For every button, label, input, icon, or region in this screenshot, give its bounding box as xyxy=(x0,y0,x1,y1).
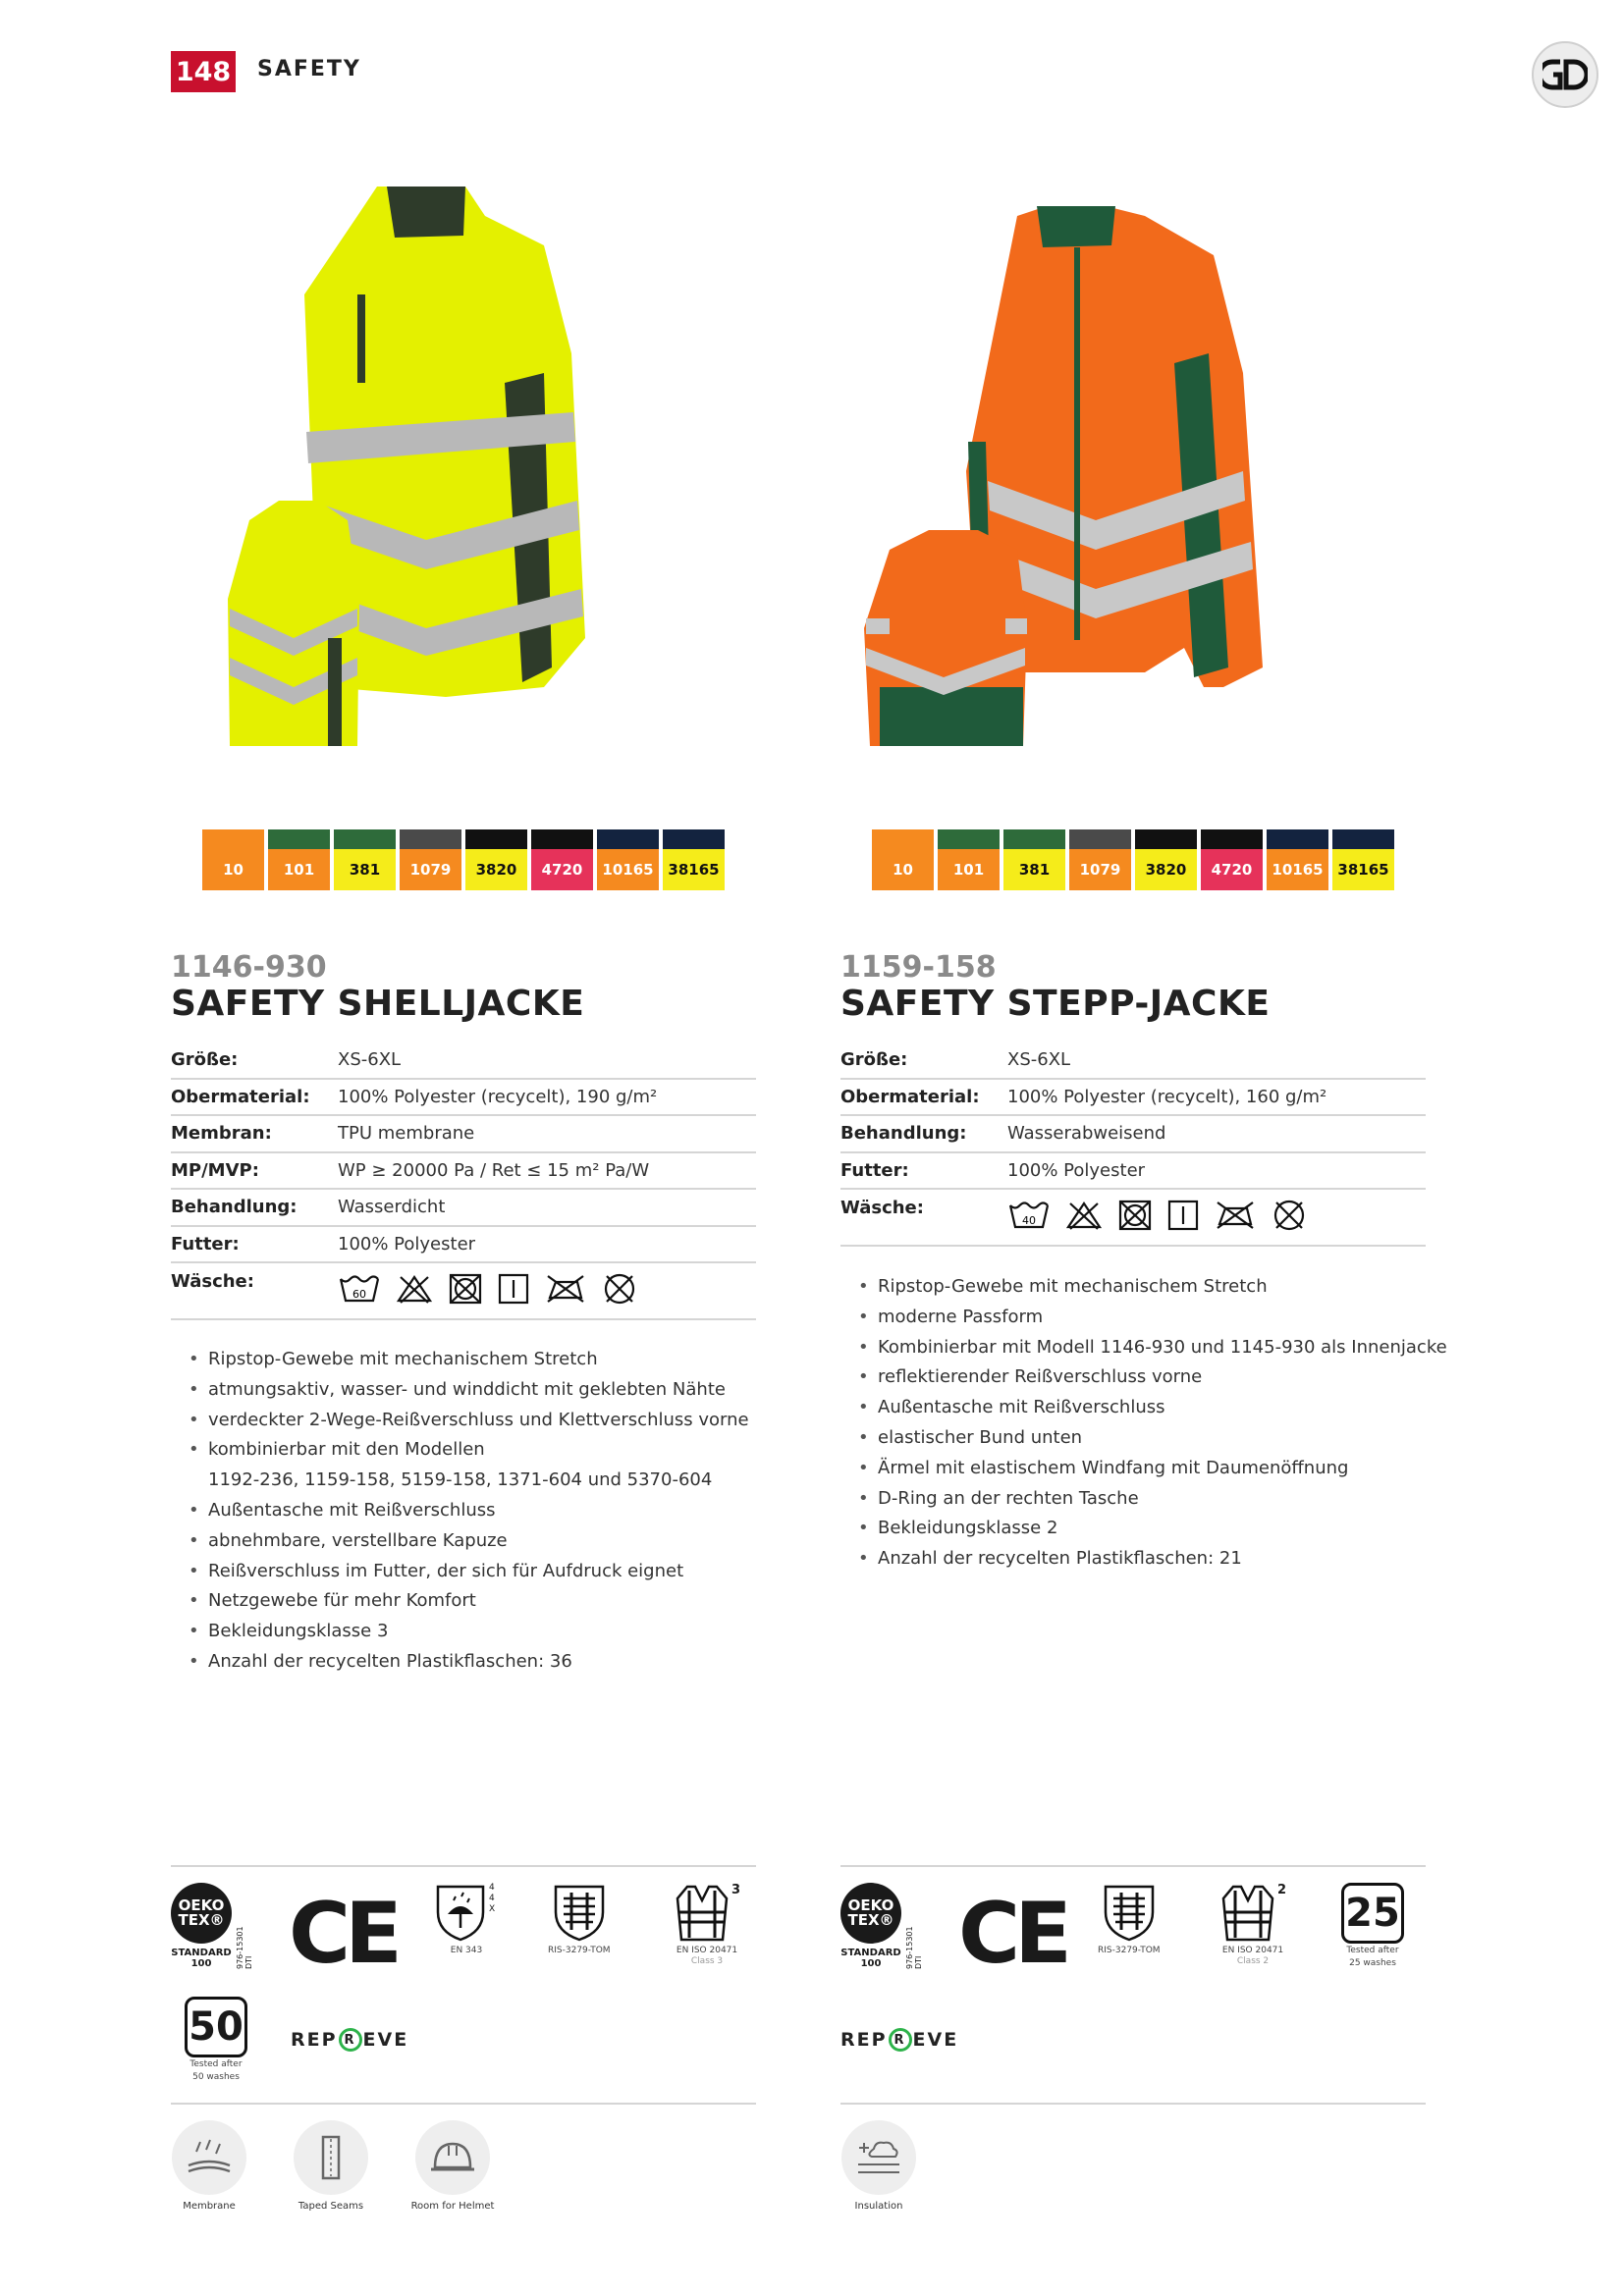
wash-icons xyxy=(338,1271,756,1307)
line-dry-icon xyxy=(1166,1199,1200,1232)
oeko-side-text: 976-15301 DTI xyxy=(236,1926,253,1969)
product-code: 1146-930 xyxy=(171,950,327,985)
swatch-label: 10 xyxy=(202,849,264,890)
oeko-line1: OEKO xyxy=(178,1896,225,1914)
spec-row xyxy=(171,1116,756,1153)
swatch-top-color xyxy=(268,829,330,849)
spec-value: XS-6XL xyxy=(338,1049,402,1071)
product-image-quilted-jacket xyxy=(850,177,1361,766)
list-item: • Ripstop-Gewebe mit mechanischem Stretch xyxy=(858,1272,1447,1303)
en343-badge xyxy=(434,1883,499,1956)
product-title: SAFETY STEPP-JACKE xyxy=(840,984,1271,1024)
product-title: SAFETY SHELLJACKE xyxy=(171,984,585,1024)
no-dry-clean-icon xyxy=(1271,1198,1308,1233)
insulation-icon xyxy=(854,2135,903,2180)
list-item: • verdeckter 2-Wege-Reißverschluss und Klettverschluss vorne xyxy=(189,1406,778,1436)
ce-text: CE xyxy=(958,1885,1066,1983)
list-item: • Anzahl der recycelten Plastikflaschen: 36 xyxy=(189,1647,778,1678)
list-item: • abnehmbare, verstellbare Kapuze xyxy=(189,1526,778,1557)
no-tumble-dry-icon xyxy=(1117,1199,1153,1232)
color-swatch xyxy=(1069,829,1131,890)
rail-shield-icon xyxy=(1102,1883,1157,1944)
list-item: • Ärmel mit elastischem Windfang mit Daumenöffnung xyxy=(858,1454,1447,1484)
repreve-text-a: REP xyxy=(840,2029,888,2051)
swatch-label: 4720 xyxy=(1201,849,1263,890)
repreve-text-a: REP xyxy=(291,2029,338,2051)
en20471-class: Class 3 xyxy=(690,1956,724,1966)
swatch-label: 1079 xyxy=(1069,849,1131,890)
spec-label: Futter: xyxy=(171,1233,240,1255)
hivis-vest-icon xyxy=(674,1883,731,1944)
spec-row xyxy=(171,1153,756,1191)
swatch-label: 10 xyxy=(872,849,934,890)
spec-row xyxy=(171,1042,756,1080)
oeko-tex-badge xyxy=(171,1883,253,1969)
spec-table xyxy=(840,1042,1426,1247)
spec-table xyxy=(171,1042,756,1320)
ris-badge xyxy=(1098,1883,1161,1956)
oeko-line2: TEX® xyxy=(847,1911,894,1929)
swatch-top-color xyxy=(202,829,264,849)
wash-temp-icon xyxy=(338,1273,381,1305)
swatch-label: 1079 xyxy=(400,849,461,890)
page-number: 148 xyxy=(171,51,236,92)
spec-label: Wäsche: xyxy=(171,1271,254,1292)
membrane-icon xyxy=(185,2136,234,2179)
en20471-caption: EN ISO 20471 xyxy=(1221,1946,1284,1955)
swatch-top-color xyxy=(1267,829,1328,849)
color-swatch xyxy=(202,829,264,890)
swatch-top-color xyxy=(1069,829,1131,849)
spec-row xyxy=(840,1153,1426,1191)
product-code: 1159-158 xyxy=(840,950,997,985)
swatch-label: 38165 xyxy=(663,849,725,890)
en20471-number: 3 xyxy=(731,1883,741,1897)
list-item: • reflektierender Reißverschluss vorne xyxy=(858,1362,1447,1393)
list-item: • Anzahl der recycelten Plastikflaschen: 21 xyxy=(858,1544,1447,1575)
spec-value: 100% Polyester xyxy=(1007,1159,1146,1181)
spec-value: Wasserabweisend xyxy=(1007,1123,1166,1145)
oeko-number: 100 xyxy=(860,1958,882,1969)
color-swatch xyxy=(872,829,934,890)
color-swatch xyxy=(334,829,396,890)
list-item: • Außentasche mit Reißverschluss xyxy=(858,1393,1447,1423)
spec-value: 100% Polyester (recycelt), 160 g/m² xyxy=(1007,1086,1327,1107)
spec-row-wash xyxy=(840,1190,1426,1247)
spec-row xyxy=(840,1116,1426,1153)
divider xyxy=(840,2103,1426,2105)
en343-caption: EN 343 xyxy=(450,1946,483,1955)
hivis-vest-icon xyxy=(1219,1883,1276,1944)
spec-value: WP ≥ 20000 Pa / Ret ≤ 15 m² Pa/W xyxy=(338,1159,650,1181)
repreve-r: R xyxy=(889,2028,912,2052)
color-swatch xyxy=(1135,829,1197,890)
oeko-standard: STANDARD xyxy=(171,1948,232,1958)
color-swatch xyxy=(597,829,659,890)
ce-mark xyxy=(958,1885,1066,1983)
no-dry-clean-icon xyxy=(601,1271,638,1307)
list-item-continuation: 1192-236, 1159-158, 5159-158, 1371-604 und 5370-604 xyxy=(208,1469,713,1491)
oeko-tex-badge xyxy=(840,1883,923,1969)
feature-label: Taped Seams xyxy=(298,2201,364,2212)
washes-caption: Tested after xyxy=(1346,1946,1399,1955)
wash-temp-value: 40 xyxy=(1022,1214,1036,1227)
spec-value: 100% Polyester (recycelt), 190 g/m² xyxy=(338,1086,658,1107)
washes-caption: Tested after xyxy=(189,2059,243,2069)
rail-shield-icon xyxy=(552,1883,607,1944)
en20471-caption: EN ISO 20471 xyxy=(676,1946,738,1955)
list-item: • atmungsaktiv, wasser- und winddicht mit geklebten Nähte xyxy=(189,1375,778,1406)
repreve-r: R xyxy=(339,2028,362,2052)
swatch-label: 381 xyxy=(1003,849,1065,890)
feature-membrane xyxy=(165,2120,253,2213)
swatch-top-color xyxy=(872,829,934,849)
spec-value: XS-6XL xyxy=(1007,1049,1071,1071)
color-swatch xyxy=(400,829,461,890)
swatch-label: 101 xyxy=(268,849,330,890)
oeko-number: 100 xyxy=(190,1958,212,1969)
swatch-top-color xyxy=(1332,829,1394,849)
spec-label: MP/MVP: xyxy=(171,1159,259,1181)
color-swatch xyxy=(1003,829,1065,890)
product-image-shell-jacket xyxy=(210,177,721,766)
line-dry-icon xyxy=(497,1272,530,1306)
list-item: • Netzgewebe für mehr Komfort xyxy=(189,1586,778,1617)
feature-insulation xyxy=(835,2120,923,2213)
color-swatch xyxy=(465,829,527,890)
swatch-top-color xyxy=(597,829,659,849)
list-item: • Kombinierbar mit Modell 1146-930 und 1145-930 als Innenjacke xyxy=(858,1333,1447,1363)
swatch-top-color xyxy=(531,829,593,849)
swatch-top-color xyxy=(1201,829,1263,849)
feature-taped-seams xyxy=(287,2120,375,2213)
feature-list xyxy=(189,1345,778,1678)
spec-label: Behandlung: xyxy=(171,1197,298,1218)
color-swatch xyxy=(938,829,1000,890)
list-item: • D-Ring an der rechten Tasche xyxy=(858,1484,1447,1515)
ris-caption: RIS-3279-TOM xyxy=(1098,1946,1161,1955)
spec-value: TPU membrane xyxy=(338,1123,475,1145)
repreve-text-b: EVE xyxy=(912,2029,959,2051)
taped-seams-icon xyxy=(311,2133,351,2182)
list-item: • Außentasche mit Reißverschluss xyxy=(189,1496,778,1526)
wash-icons xyxy=(1007,1198,1426,1233)
rain-shield-icon xyxy=(434,1883,487,1944)
swatch-label: 10165 xyxy=(597,849,659,890)
swatch-top-color xyxy=(334,829,396,849)
spec-label: Größe: xyxy=(171,1049,239,1071)
spec-row xyxy=(840,1042,1426,1080)
color-swatch xyxy=(531,829,593,890)
divider xyxy=(171,1865,756,1867)
helmet-icon xyxy=(427,2138,478,2177)
en20471-number: 2 xyxy=(1277,1883,1287,1897)
swatch-top-color xyxy=(663,829,725,849)
spec-row xyxy=(171,1190,756,1227)
spec-label: Größe: xyxy=(840,1049,908,1071)
washes-caption-2: 25 washes xyxy=(1349,1958,1396,1968)
color-swatch xyxy=(1267,829,1328,890)
list-item: • Reißverschluss im Futter, der sich für Aufdruck eignet xyxy=(189,1557,778,1587)
washes-number: 25 xyxy=(1341,1883,1404,1944)
ris-caption: RIS-3279-TOM xyxy=(548,1946,611,1955)
oeko-line2: TEX® xyxy=(178,1911,225,1929)
spec-label: Futter: xyxy=(840,1159,909,1181)
no-bleach-icon xyxy=(1064,1200,1104,1231)
swatch-label: 3820 xyxy=(465,849,527,890)
swatch-top-color xyxy=(400,829,461,849)
repreve-logo xyxy=(840,2028,958,2052)
spec-label: Obermaterial: xyxy=(171,1086,310,1107)
feature-label: Membrane xyxy=(183,2201,236,2212)
washes-badge xyxy=(185,1997,247,2083)
color-swatch xyxy=(1332,829,1394,890)
spec-row xyxy=(171,1227,756,1264)
spec-value: 100% Polyester xyxy=(338,1233,476,1255)
washes-caption-2: 50 washes xyxy=(192,2072,240,2082)
en20471-badge xyxy=(1219,1883,1286,1966)
color-swatch xyxy=(663,829,725,890)
no-tumble-dry-icon xyxy=(448,1272,483,1306)
list-item: • elastischer Bund unten xyxy=(858,1423,1447,1454)
ce-text: CE xyxy=(289,1885,397,1983)
no-bleach-icon xyxy=(395,1273,434,1305)
divider xyxy=(840,1865,1426,1867)
list-item: • kombinierbar mit den Modellen xyxy=(189,1435,778,1466)
swatch-label: 10165 xyxy=(1267,849,1328,890)
color-swatches xyxy=(872,829,1394,890)
oeko-line1: OEKO xyxy=(847,1896,894,1914)
washes-number: 50 xyxy=(185,1997,247,2057)
repreve-logo xyxy=(291,2028,408,2052)
list-item: • Bekleidungsklasse 3 xyxy=(189,1617,778,1647)
list-item: • Ripstop-Gewebe mit mechanischem Stretch xyxy=(189,1345,778,1375)
washes-badge xyxy=(1341,1883,1404,1969)
feature-room-for-helmet xyxy=(408,2120,497,2213)
spec-row xyxy=(840,1080,1426,1117)
color-swatch xyxy=(268,829,330,890)
feature-list xyxy=(858,1272,1447,1575)
en20471-badge xyxy=(674,1883,740,1966)
swatch-top-color xyxy=(465,829,527,849)
feature-label: Room for Helmet xyxy=(410,2201,495,2212)
swatch-label: 3820 xyxy=(1135,849,1197,890)
wash-temp-value: 60 xyxy=(352,1288,366,1301)
spec-label: Wäsche: xyxy=(840,1198,924,1218)
brand-logo xyxy=(1532,41,1598,108)
section-title: SAFETY xyxy=(257,57,361,81)
swatch-label: 4720 xyxy=(531,849,593,890)
swatch-label: 381 xyxy=(334,849,396,890)
swatch-label: 38165 xyxy=(1332,849,1394,890)
color-swatch xyxy=(1201,829,1263,890)
spec-row-wash xyxy=(171,1263,756,1320)
spec-label: Obermaterial: xyxy=(840,1086,980,1107)
list-item: • moderne Passform xyxy=(858,1303,1447,1333)
list-item: • Bekleidungsklasse 2 xyxy=(858,1514,1447,1544)
swatch-top-color xyxy=(1135,829,1197,849)
swatch-top-color xyxy=(1003,829,1065,849)
en20471-class: Class 2 xyxy=(1236,1956,1270,1966)
ris-badge xyxy=(548,1883,611,1956)
repreve-text-b: EVE xyxy=(362,2029,409,2051)
no-iron-icon xyxy=(1214,1199,1257,1232)
ce-mark xyxy=(289,1885,397,1983)
spec-label: Behandlung: xyxy=(840,1123,967,1145)
color-swatches xyxy=(202,829,725,890)
en343-levels: 4 4 X xyxy=(489,1883,496,1914)
spec-label: Membran: xyxy=(171,1123,272,1145)
oeko-side-text: 976-15301 DTI xyxy=(905,1926,923,1969)
wash-temp-icon xyxy=(1007,1200,1051,1231)
spec-value: Wasserdicht xyxy=(338,1197,446,1218)
spec-row xyxy=(171,1080,756,1117)
divider xyxy=(171,2103,756,2105)
swatch-label: 101 xyxy=(938,849,1000,890)
no-iron-icon xyxy=(544,1272,587,1306)
oeko-standard: STANDARD xyxy=(840,1948,901,1958)
swatch-top-color xyxy=(938,829,1000,849)
feature-label: Insulation xyxy=(854,2201,903,2212)
